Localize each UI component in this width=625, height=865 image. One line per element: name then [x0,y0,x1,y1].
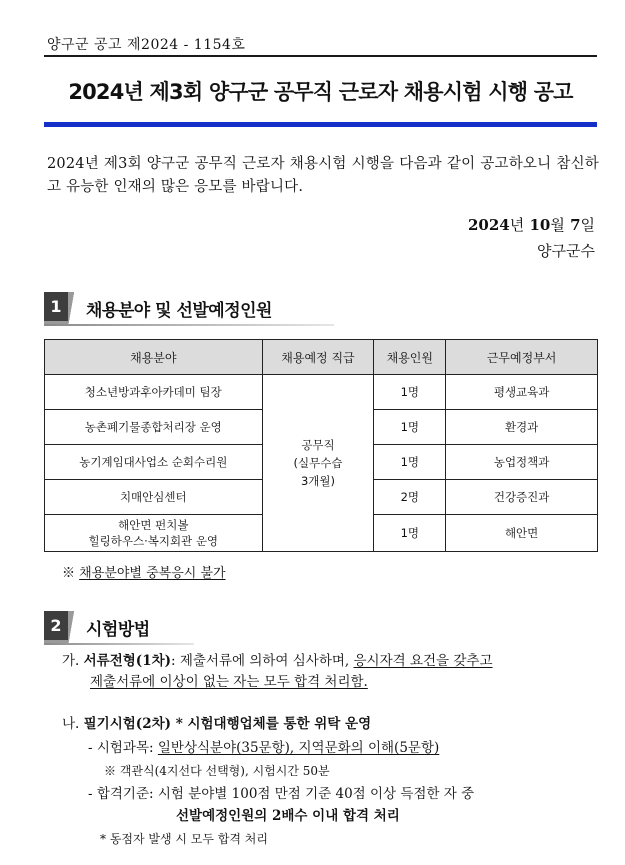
dept-cell: 환경과 [446,410,598,445]
date-day-unit: 일 [580,216,595,234]
header-count: 채용인원 [374,340,446,375]
subject-value: 일반상식분야(35문항), 지역문화의 이해(5문항) [157,740,440,756]
count-cell: 2명 [374,480,446,515]
field-line: 힐링하우스·복지회관 운영 [88,534,219,548]
ga-title: 서류전형(1차) [83,653,172,669]
written-exam-item [62,714,602,735]
date-year-unit: 년 [509,216,525,234]
header-dept: 근무예정부서 [446,340,598,375]
field-cell: 치매안심센터 [45,480,263,515]
header-field: 채용분야 [45,340,263,375]
pass-criteria-value: 선발예정인원의 2배수 이내 합격 처리 [176,808,400,824]
count-cell: 1명 [374,445,446,480]
date-month: 10 [529,216,551,234]
count-cell: 1명 [374,515,446,552]
field-cell: 농기계임대사업소 순회수리원 [45,445,263,480]
section-1-badge-accent [68,292,76,324]
document-screening-item [62,651,602,672]
section-2-title: 시험방법 [86,619,150,640]
field-line: 해안면 펀치볼 [118,518,189,532]
header-rank: 채용예정 직급 [262,340,374,375]
section-2-number: 2 [44,611,68,643]
note-mark: ※ [62,566,76,581]
title-divider [44,122,597,127]
document-number: 양구군 공고 제2024 - 1154호 [47,37,246,53]
note-text: 채용분야별 중복응시 불가 [79,566,226,581]
ga-text-c: 제출서류에 이상이 없는 자는 모두 합격 처리함. [90,674,368,690]
rank-line: (실무수습 [293,456,343,470]
ga-text-b: 응시자격 요건을 갖추고 [353,653,493,669]
date-day: 7 [570,216,581,234]
section-1-header [44,292,272,324]
dept-cell: 건강증진과 [446,480,598,515]
dept-cell: 평생교육과 [446,375,598,410]
tie-note: * 동점자 발생 시 모두 합격 처리 [100,832,268,846]
field-cell: 농촌폐기물종합처리장 운영 [45,410,263,445]
count-cell: 1명 [374,410,446,445]
signer: 양구군수 [537,242,595,260]
rank-cell [262,375,374,552]
recruitment-table [44,339,598,552]
section-2-badge-accent [68,611,76,643]
table-row [45,375,598,410]
field-cell [45,515,263,552]
pass-criteria: - 합격기준: 시험 분야별 100점 만점 기준 40점 이상 득점한 자 중 [88,786,475,802]
ga-label: 가. [62,653,80,669]
intro-paragraph: 2024년 제3회 양구군 공무직 근로자 채용시험 시행을 다음과 같이 공고하오니 참신하고 유능한 인재의 많은 응모를 바랍니다. [47,156,599,195]
rank-line: 3개월) [300,474,335,488]
date-year: 2024 [467,216,510,234]
table-header-row [45,340,598,375]
ga-text-a: : 제출서류에 의하여 심사하며, [171,653,354,669]
announcement-date [468,214,595,235]
date-month-unit: 월 [550,216,565,234]
na-title: 필기시험(2차) * 시험대행업체를 통한 위탁 운영 [83,716,372,732]
section-2-underline [44,643,194,645]
section-2-header [44,611,150,643]
duplicate-application-note [62,562,226,581]
dept-cell: 해안면 [446,515,598,552]
subject-label: - 시험과목: [88,740,158,756]
header-divider [44,55,597,57]
section-1-title: 채용분야 및 선발예정인원 [86,300,272,321]
subject-note: ※ 객관식(4지선다 선택형), 시험시간 50분 [104,764,330,778]
exam-subject [88,738,608,759]
section-1-underline [44,324,334,326]
page-title: 2024년 제3회 양구군 공무직 근로자 채용시험 시행 공고 [68,80,573,104]
dept-cell: 농업정책과 [446,445,598,480]
rank-line: 공무직 [301,438,335,452]
field-cell: 청소년방과후아카데미 팀장 [45,375,263,410]
na-label: 나. [62,716,80,732]
section-1-number: 1 [44,292,68,324]
count-cell: 1명 [374,375,446,410]
